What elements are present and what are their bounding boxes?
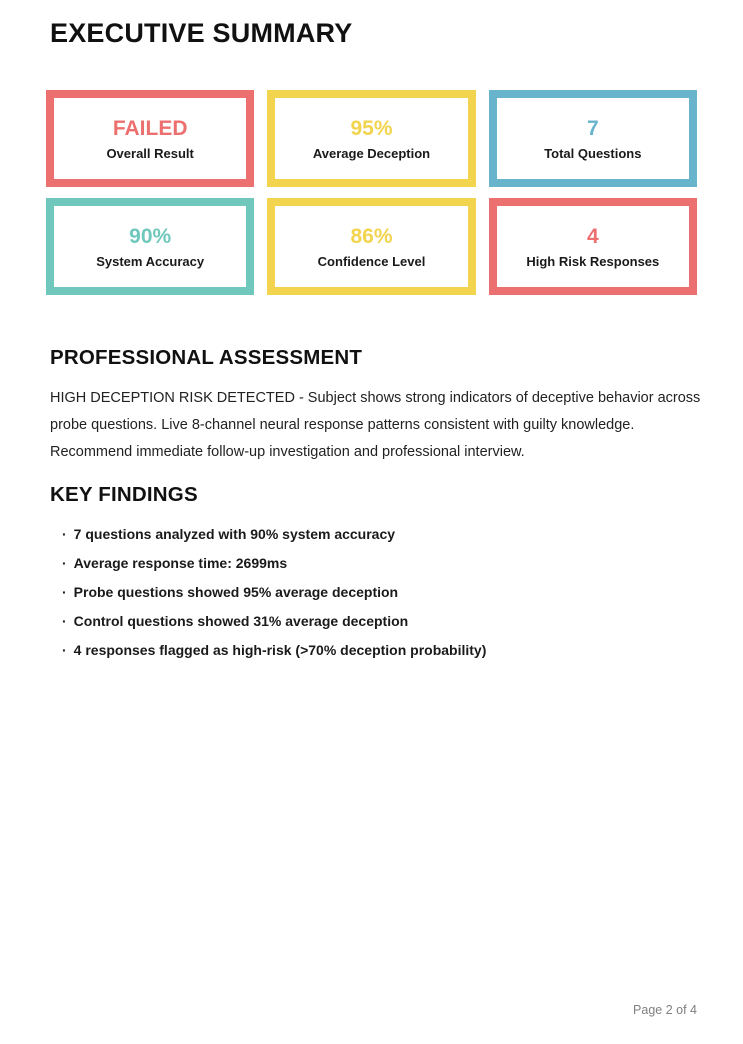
- page-title: EXECUTIVE SUMMARY: [50, 18, 353, 48]
- summary-cards-grid: [46, 90, 697, 295]
- professional-assessment-section: [50, 346, 702, 481]
- professional-assessment-body: HIGH DECEPTION RISK DETECTED - Subject shows strong indicators of deceptive behavior across probe questions. Live 8-channel neural response patterns consistent with guilty knowledge. Recommend immediate follow-up investigation and professional interview.: [50, 390, 701, 460]
- key-finding-text: Average response time: 2699ms: [73, 555, 288, 571]
- metric-value: 90%: [129, 224, 172, 248]
- metric-value: 4: [586, 224, 599, 248]
- key-findings-list: [50, 526, 702, 658]
- professional-assessment-heading: PROFESSIONAL ASSESSMENT: [50, 346, 363, 369]
- metric-card-overall-result: [46, 90, 254, 187]
- metric-value: 95%: [350, 116, 393, 140]
- key-finding-text: 7 questions analyzed with 90% system accuracy: [73, 526, 396, 542]
- metric-card-confidence-level: [267, 198, 475, 295]
- page-number: Page 2 of 4: [633, 1003, 697, 1017]
- metric-card-high-risk-responses: [489, 198, 697, 295]
- metric-card-average-deception: [267, 90, 475, 187]
- key-findings-heading: KEY FINDINGS: [50, 483, 198, 506]
- bullet-glyph: ·: [62, 613, 67, 629]
- key-finding-text: Control questions showed 31% average deception: [73, 613, 409, 629]
- key-finding-item: [62, 555, 702, 571]
- bullet-glyph: ·: [62, 526, 67, 542]
- metric-card-system-accuracy: [46, 198, 254, 295]
- metric-label: Confidence Level: [317, 253, 426, 269]
- key-finding-item: [62, 642, 702, 658]
- key-finding-text: Probe questions showed 95% average deception: [73, 584, 399, 600]
- bullet-glyph: ·: [62, 555, 67, 571]
- metric-label: Total Questions: [544, 145, 642, 161]
- key-findings-section: [50, 483, 702, 671]
- key-finding-text: 4 responses flagged as high-risk (>70% deception probability): [73, 642, 487, 658]
- key-finding-item: [62, 526, 702, 542]
- bullet-glyph: ·: [62, 584, 67, 600]
- metric-value: 86%: [350, 224, 393, 248]
- metric-label: System Accuracy: [96, 253, 205, 269]
- key-finding-item: [62, 613, 702, 629]
- metric-label: High Risk Responses: [526, 253, 660, 269]
- metric-card-total-questions: [489, 90, 697, 187]
- metric-value: FAILED: [112, 116, 188, 140]
- key-finding-item: [62, 584, 702, 600]
- bullet-glyph: ·: [62, 642, 67, 658]
- metric-label: Average Deception: [312, 145, 431, 161]
- metric-value: 7: [586, 116, 599, 140]
- metric-label: Overall Result: [106, 145, 194, 161]
